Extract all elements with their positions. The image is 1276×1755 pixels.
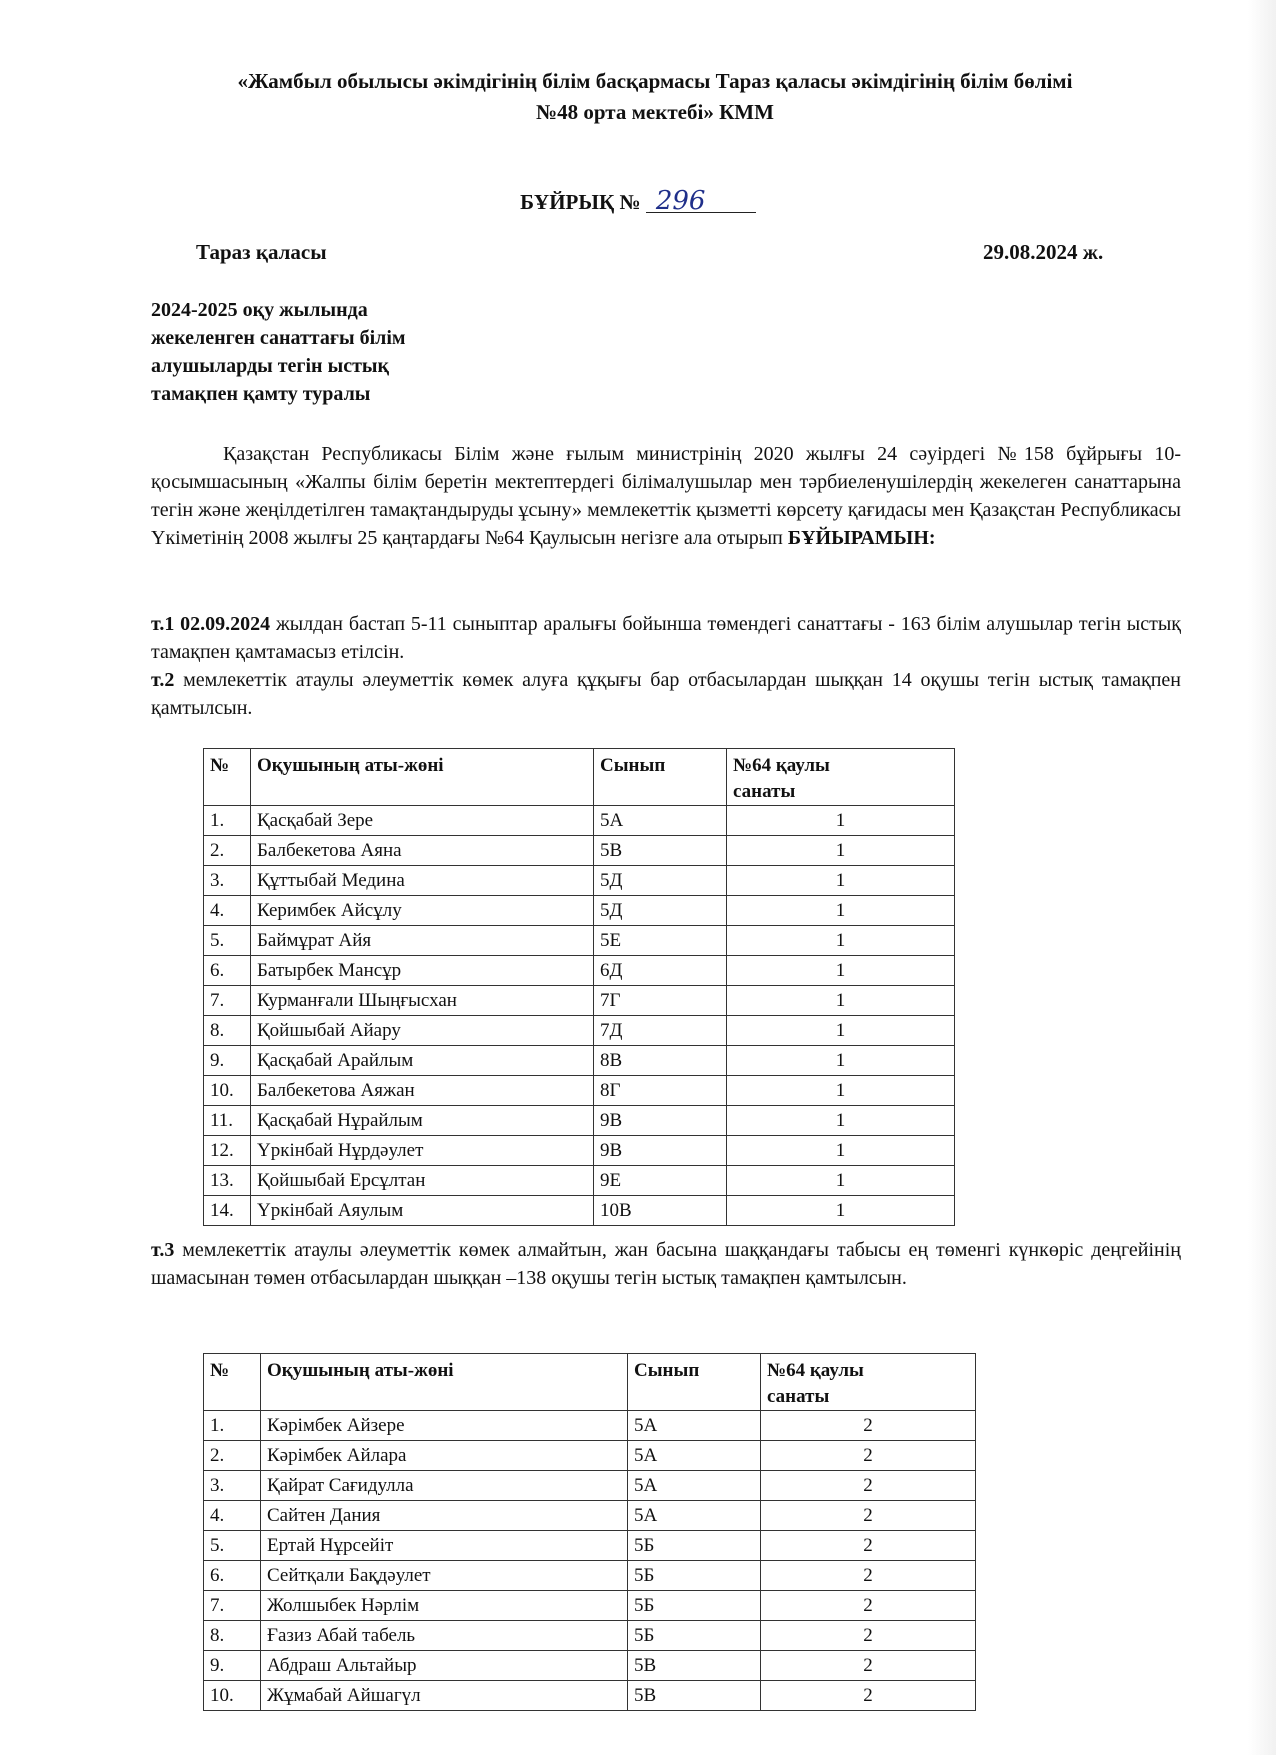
table-row <box>204 1681 976 1711</box>
col-category-line1: №64 қаулы <box>767 1360 864 1381</box>
row-number: 9. <box>204 1651 261 1681</box>
row-number: 4. <box>204 896 251 926</box>
table-row <box>204 1651 976 1681</box>
category: 1 <box>727 926 955 956</box>
table-row <box>204 896 955 926</box>
row-number: 6. <box>204 1561 261 1591</box>
class-name: 5В <box>628 1681 761 1711</box>
category: 2 <box>761 1681 976 1711</box>
class-name: 5А <box>628 1441 761 1471</box>
col-category <box>727 749 955 806</box>
category: 1 <box>727 1136 955 1166</box>
table-row <box>204 1561 976 1591</box>
subject-line: жекеленген санаттағы білім <box>151 327 406 349</box>
col-class: Сынып <box>628 1354 761 1411</box>
row-number: 13. <box>204 1166 251 1196</box>
student-name: Қойшыбай Ерсұлтан <box>251 1166 594 1196</box>
table-row <box>204 1106 955 1136</box>
row-number: 2. <box>204 836 251 866</box>
paragraph-1-marker: т.1 02.09.2024 <box>151 613 271 635</box>
row-number: 2. <box>204 1441 261 1471</box>
category: 1 <box>727 1016 955 1046</box>
table-row <box>204 926 955 956</box>
student-name: Керимбек Айсұлу <box>251 896 594 926</box>
class-name: 7Д <box>594 1016 727 1046</box>
student-name: Ертай Нұрсейіт <box>261 1531 628 1561</box>
student-name: Қасқабай Зере <box>251 806 594 836</box>
student-name: Қасқабай Нұрайлым <box>251 1106 594 1136</box>
class-name: 5Б <box>628 1621 761 1651</box>
row-number: 3. <box>204 1471 261 1501</box>
preamble-command: БҰЙЫРАМЫН: <box>787 527 936 549</box>
table-row <box>204 1531 976 1561</box>
category: 2 <box>761 1561 976 1591</box>
col-num: № <box>204 749 251 806</box>
col-category-line2: санаты <box>733 781 796 802</box>
table-row <box>204 1136 955 1166</box>
student-name: Балбекетова Аяжан <box>251 1076 594 1106</box>
row-number: 5. <box>204 1531 261 1561</box>
table-row <box>204 956 955 986</box>
table-row <box>204 1501 976 1531</box>
col-name: Оқушының аты-жөні <box>261 1354 628 1411</box>
row-number: 10. <box>204 1681 261 1711</box>
class-name: 9Е <box>594 1166 727 1196</box>
paragraph-3 <box>151 1236 1181 1292</box>
category: 2 <box>761 1621 976 1651</box>
category: 2 <box>761 1501 976 1531</box>
class-name: 9В <box>594 1136 727 1166</box>
subject-line: 2024-2025 оқу жылында <box>151 299 368 321</box>
table-header-row <box>204 749 955 806</box>
class-name: 5Б <box>628 1531 761 1561</box>
preamble <box>151 440 1181 552</box>
row-number: 8. <box>204 1016 251 1046</box>
paragraph-1-text: жылдан бастап 5-11 сыныптар аралығы бойынша төмендегі санаттағы - 163 білім алушылар тегін ыстық тамақпен қамтамасыз етілсін. <box>151 613 1181 663</box>
row-number: 4. <box>204 1501 261 1531</box>
col-class: Сынып <box>594 749 727 806</box>
scan-edge-shadow <box>1248 0 1276 1755</box>
row-number: 9. <box>204 1046 251 1076</box>
student-name: Балбекетова Аяна <box>251 836 594 866</box>
category: 2 <box>761 1411 976 1441</box>
category: 2 <box>761 1441 976 1471</box>
paragraph-2-marker: т.2 <box>151 669 175 691</box>
table-row <box>204 1411 976 1441</box>
table-row <box>204 986 955 1016</box>
table-row <box>204 1076 955 1106</box>
order-title <box>0 186 1276 216</box>
student-name: Үркінбай Нұрдәулет <box>251 1136 594 1166</box>
row-number: 6. <box>204 956 251 986</box>
table-row <box>204 1621 976 1651</box>
class-name: 5В <box>594 836 727 866</box>
class-name: 5Д <box>594 896 727 926</box>
table-2 <box>203 1353 976 1711</box>
paragraph-2 <box>151 666 1181 722</box>
class-name: 6Д <box>594 956 727 986</box>
table-2-body <box>204 1411 976 1711</box>
student-name: Кәрімбек Айзере <box>261 1411 628 1441</box>
table-row <box>204 1016 955 1046</box>
preamble-text: Қазақстан Республикасы Білім және ғылым министрінің 2020 жылғы 24 сәуірдегі №158 бұйрығы 10-қосымшасының «Жалпы білім беретін мектептердегі білімалушылар мен тәрбиеленушілердің жекелеген санаттарына тегін және жеңілдетілген тамақтандыруды ұсыну» мемлекеттік қызметті көрсету қағидасы мен Қазақстан Республикасы Үкіметінің 2008 жылғы 25 қаңтардағы №64 Қаулысын негізге ала отырып <box>151 443 1181 549</box>
table-row <box>204 1046 955 1076</box>
student-name: Курманғали Шыңғысхан <box>251 986 594 1016</box>
row-number: 8. <box>204 1621 261 1651</box>
paragraph-3-text: мемлекеттік атаулы әлеуметтік көмек алмайтын, жан басына шаққандағы табысы ең төменгі күнкөріс деңгейінің шамасынан төмен отбасылардан шыққан –138 оқушы тегін ыстық тамақпен қамтылсын. <box>151 1239 1181 1289</box>
header-line-2: №48 орта мектебі» КММ <box>536 100 774 124</box>
table-row <box>204 1166 955 1196</box>
row-number: 3. <box>204 866 251 896</box>
class-name: 5В <box>628 1651 761 1681</box>
col-category-line2: санаты <box>767 1386 830 1407</box>
table-row <box>204 836 955 866</box>
col-category-line1: №64 қаулы <box>733 755 830 776</box>
class-name: 10В <box>594 1196 727 1226</box>
row-number: 1. <box>204 1411 261 1441</box>
row-number: 14. <box>204 1196 251 1226</box>
class-name: 9В <box>594 1106 727 1136</box>
col-category <box>761 1354 976 1411</box>
table-row <box>204 866 955 896</box>
subject-line: тамақпен қамту туралы <box>151 383 371 405</box>
class-name: 7Г <box>594 986 727 1016</box>
class-name: 5А <box>628 1501 761 1531</box>
category: 1 <box>727 1196 955 1226</box>
order-subject <box>151 296 491 408</box>
category: 1 <box>727 836 955 866</box>
student-name: Кәрімбек Айлара <box>261 1441 628 1471</box>
student-name: Жолшыбек Нәрлім <box>261 1591 628 1621</box>
category: 1 <box>727 986 955 1016</box>
student-name: Үркінбай Аяулым <box>251 1196 594 1226</box>
class-name: 5Б <box>628 1591 761 1621</box>
paragraph-3-marker: т.3 <box>151 1239 175 1261</box>
order-label: БҰЙРЫҚ № <box>520 190 641 214</box>
student-name: Ғазиз Абай табель <box>261 1621 628 1651</box>
paragraph-2-text: мемлекеттік атаулы әлеуметтік көмек алуға құқығы бар отбасылардан шыққан 14 оқушы тегін ыстық тамақпен қамтылсын. <box>151 669 1181 719</box>
student-name: Сайтен Дания <box>261 1501 628 1531</box>
class-name: 5Д <box>594 866 727 896</box>
category: 2 <box>761 1591 976 1621</box>
table-row <box>204 1196 955 1226</box>
category: 2 <box>761 1651 976 1681</box>
category: 1 <box>727 896 955 926</box>
student-name: Абдраш Альтайыр <box>261 1651 628 1681</box>
category: 1 <box>727 866 955 896</box>
student-name: Батырбек Мансұр <box>251 956 594 986</box>
table-row <box>204 1471 976 1501</box>
category: 2 <box>761 1471 976 1501</box>
student-name: Құттыбай Медина <box>251 866 594 896</box>
student-name: Баймұрат Айя <box>251 926 594 956</box>
row-number: 5. <box>204 926 251 956</box>
paragraph-1 <box>151 610 1181 666</box>
class-name: 5А <box>594 806 727 836</box>
header-line-1: «Жамбыл обылысы әкімдігінің білім басқармасы Тараз қаласы әкімдігінің білім бөлімі <box>237 69 1073 93</box>
row-number: 10. <box>204 1076 251 1106</box>
row-number: 12. <box>204 1136 251 1166</box>
class-name: 5Б <box>628 1561 761 1591</box>
student-name: Сейтқали Бақдәулет <box>261 1561 628 1591</box>
student-name: Жұмабай Айшагүл <box>261 1681 628 1711</box>
row-number: 7. <box>204 986 251 1016</box>
row-number: 1. <box>204 806 251 836</box>
category: 1 <box>727 956 955 986</box>
table-1 <box>203 748 955 1226</box>
category: 1 <box>727 806 955 836</box>
row-number: 7. <box>204 1591 261 1621</box>
class-name: 5А <box>628 1471 761 1501</box>
date: 29.08.2024 ж. <box>983 240 1104 264</box>
class-name: 8Г <box>594 1076 727 1106</box>
order-number: 296 <box>646 190 756 213</box>
col-name: Оқушының аты-жөні <box>251 749 594 806</box>
subject-line: алушыларды тегін ыстық <box>151 355 390 377</box>
col-num: № <box>204 1354 261 1411</box>
class-name: 8В <box>594 1046 727 1076</box>
student-name: Қасқабай Арайлым <box>251 1046 594 1076</box>
table-row <box>204 1441 976 1471</box>
table-row <box>204 1591 976 1621</box>
student-name: Қайрат Сағидулла <box>261 1471 628 1501</box>
category: 1 <box>727 1166 955 1196</box>
category: 2 <box>761 1531 976 1561</box>
table-header-row <box>204 1354 976 1411</box>
class-name: 5А <box>628 1411 761 1441</box>
table-1-body <box>204 806 955 1226</box>
row-number: 11. <box>204 1106 251 1136</box>
student-name: Қойшыбай Айару <box>251 1016 594 1046</box>
city: Тараз қаласы <box>196 240 327 264</box>
class-name: 5Е <box>594 926 727 956</box>
category: 1 <box>727 1076 955 1106</box>
category: 1 <box>727 1106 955 1136</box>
table-row <box>204 806 955 836</box>
category: 1 <box>727 1046 955 1076</box>
